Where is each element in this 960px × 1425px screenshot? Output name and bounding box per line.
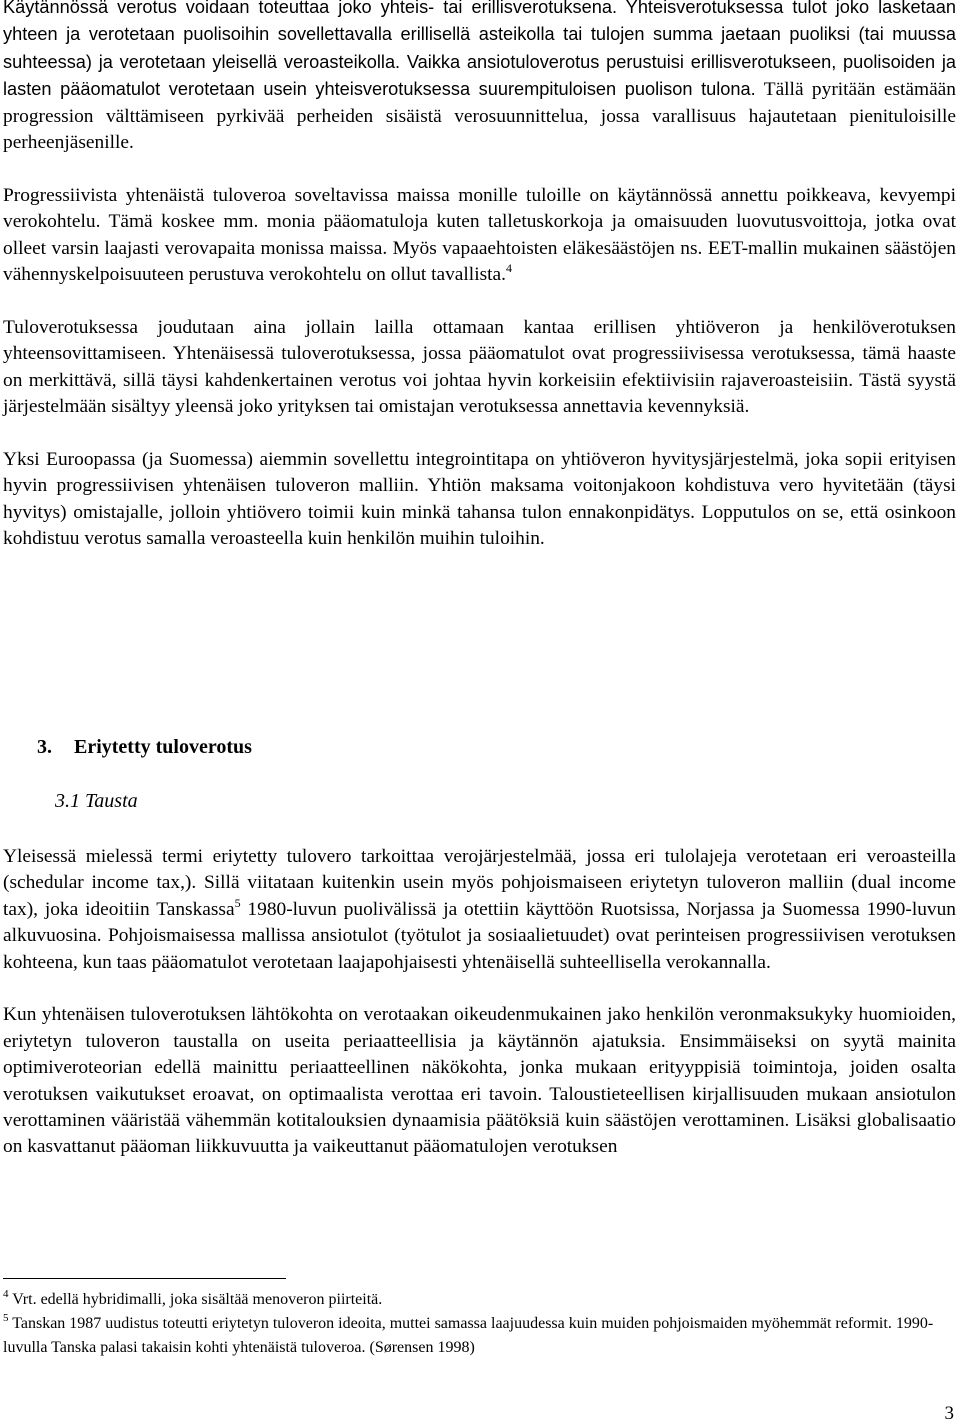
paragraph-corporate-integration — [3, 315, 956, 421]
section-heading — [37, 736, 252, 759]
paragraph-text: Tällä pyritään estämään progression välttämiseen pyrkivää perheiden sisäistä verosuunnittelua, jossa varallisuus hajautetaan pienituloisille perheenjäsenille. — [3, 79, 956, 154]
paragraph-imputation-system — [3, 447, 956, 553]
section-number: 3. — [37, 736, 52, 758]
footnote-ref-4[interactable]: 4 — [505, 261, 512, 276]
footnote-5 — [3, 1312, 956, 1360]
footnote-text: Tanskan 1987 uudistus toteutti eriytetyn tuloveron ideoita, muttei samassa laajuudessa kuin muiden pohjoismaiden myöhemmät reformit. 1990-luvulla Tanska palasi takaisin kohti yhtenäistä tuloveroa. (Sørensen 1998) — [3, 1315, 934, 1356]
paragraph-text: Kun yhtenäisen tuloverotuksen lähtökohta on verotaakan oikeudenmukainen jako henkilön veronmaksukyky huomioiden, eriytetyn tuloveron taustalla on useita periaatteellisia ja käytännön ajatuksia. Ensimmäiseksi on syytä mainita optimiveroteorian edellä mainittu periaatteellinen näkökohta, jonka mukaan erityyppisiä toimintoja, joiden osalta verotuksen vaikutukset eroavat, on optimaalista verottaa eri tavoin. Taloustieteellisen kirjallisuuden mukaan ansiotulon verottaminen vääristää vähemmän kotitalouksien dynaamisia päätöksiä kuin säästöjen verottaminen. Lisäksi globalisaatio on kasvattanut pääoman liikkuvuutta ja vaikeuttanut pääomatulojen verotuksen — [3, 1004, 956, 1158]
body-text — [3, 0, 956, 579]
paragraph-text: 1980-luvun puolivälissä ja otettiin käyttöön Ruotsissa, Norjassa ja Suomessa 1990-luvun alkuvuosina. Pohjoismaisessa mallissa ansiotulot (työtulot ja sosiaalietuudet) ovat perinteisen progressiivisen verotuksen kohteena, kun taas pääomatulot verotetaan laajapohjaisesti yhtenäisellä suhteellisella verokannalla. — [3, 898, 956, 973]
paragraph-text: Tuloverotuksessa joudutaan aina jollain lailla ottamaan kantaa erillisen yhtiöveron ja henkilöverotuksen yhteensovittamiseen. Yhtenäisessä tuloverotuksessa, jossa pääomatulot ovat progressiivisessa verotuksessa, tämä haaste on merkittävä, sillä täysi kahdenkertainen verotus voi johtaa hyvin korkeisiin efektiivisiin rajaveroasteisiin. Tästä syystä järjestelmään sisältyy yleensä joko yrityksen tai omistajan verotuksessa annettavia kevennyksiä. — [3, 316, 956, 418]
paragraph-text: Progressiivista yhtenäistä tuloveroa soveltavissa maissa monille tuloille on käytännössä annettu poikkeava, kevyempi verokohtelu. Tämä koskee mm. monia pääomatuloja kuten talletuskorkoja ja omaisuuden luovutusvoittoja, jotka ovat olleet varsin laajasti verovapaita monissa maissa. Myös vapaaehtoisten eläkesäästöjen ns. EET-mallin mukainen säästöjen vähennyskelpoisuuteen perustuva verokohtelu on ollut tavallista. — [3, 184, 956, 286]
paragraph-dual-income-tax — [3, 844, 956, 976]
paragraph-text: Yleisessä mielessä termi eriytetty tulovero tarkoittaa verojärjestelmää, jossa eri tulolajeja verotetaan eri veroasteilla (schedular income tax,). Sillä viitataan kuitenkin usein myös pohjoismaiseen eriytetyn tuloveron malliin (dual income tax), joka ideoitiin Tanskassa — [3, 846, 956, 920]
paragraph-rationale — [3, 1002, 956, 1160]
section-title: Eriytetty tuloverotus — [74, 736, 252, 758]
footnote-number: 5 — [3, 1312, 9, 1324]
footnote-number: 4 — [3, 1288, 9, 1300]
footnotes — [3, 1288, 956, 1360]
footnote-4 — [3, 1288, 956, 1312]
page-number: 3 — [944, 1403, 954, 1424]
paragraph-text: Yksi Euroopassa (ja Suomessa) aiemmin sovellettu integrointitapa on yhtiöveron hyvitysjärjestelmä, joka sopii erityisen hyvin progressiivisen yhtenäisen tuloveron malliin. Yhtiön maksama voitonjakoon kohdistuva vero hyvitetään (täysi hyvitys) omistajalle, jolloin yhtiövero toimii kuin minkä tahansa tulon ennakonpidätys. Lopputulos on se, että osinkoon kohdistuu verotus samalla veroasteella kuin henkilön muihin tuloihin. — [3, 448, 956, 550]
section-body-text — [3, 844, 956, 1187]
footnote-divider — [3, 1278, 286, 1279]
paragraph-progressive-tax — [3, 183, 956, 289]
paragraph-joint-taxation — [3, 0, 956, 156]
footnote-text: Vrt. edellä hybridimalli, joka sisältää menoveron piirteitä. — [8, 1291, 383, 1308]
paragraph-lead-text: Käytännössä verotus voidaan toteuttaa joko yhteis- tai erillisverotuksena. Yhteisverotuksessa tulot joko lasketaan yhteen ja verotetaan puolisoihin sovellettavalla erillisellä asteikolla tai tulojen summa jaetaan puoliksi (tai muussa suhteessa) ja verotetaan yleisellä veroasteikolla. Vaikka ansiotuloverotus perustuisi erillisverotukseen, puolisoiden ja lasten pääomatulot verotetaan usein yhteisverotuksessa suurempituloisen puolison tulona. — [3, 0, 956, 100]
subsection-heading: 3.1 Tausta — [55, 790, 138, 812]
footnote-ref-5[interactable]: 5 — [234, 895, 241, 910]
